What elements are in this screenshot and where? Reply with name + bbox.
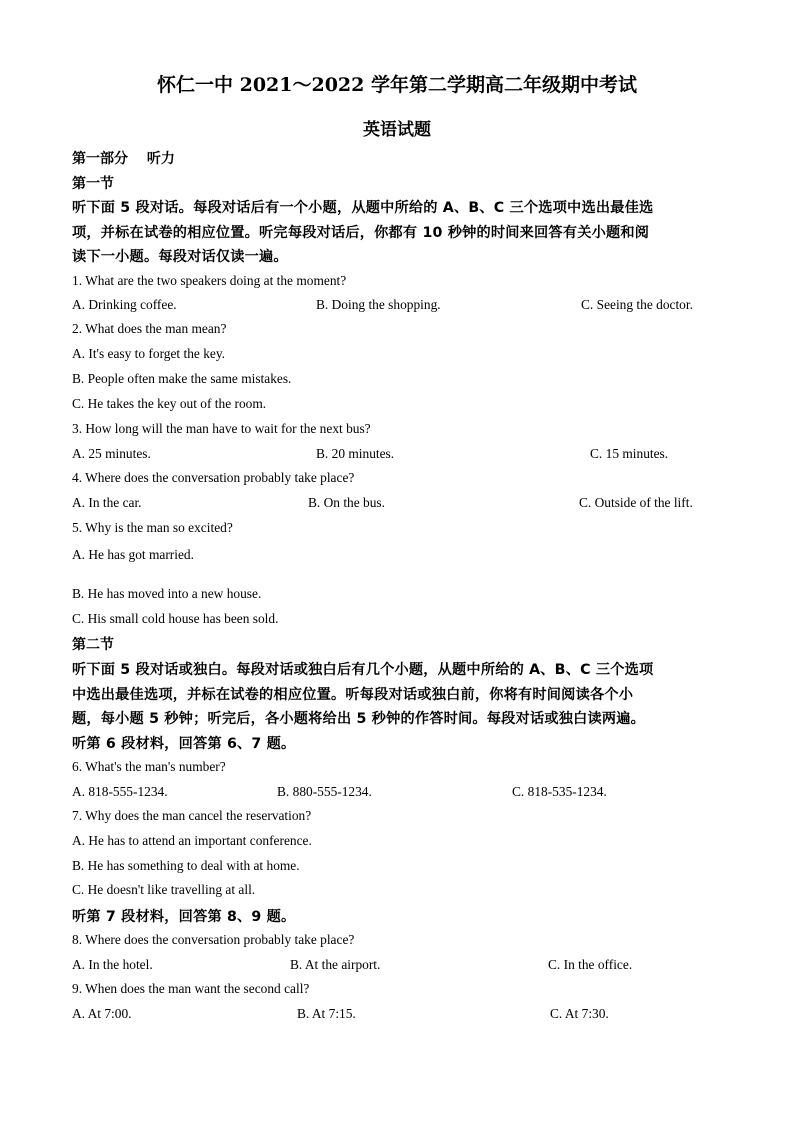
option-c: C. 15 minutes. xyxy=(590,446,669,461)
option-c: C. Outside of the lift. xyxy=(579,495,693,510)
option-c: C. He takes the key out of the room. xyxy=(72,396,267,411)
option-c: C. In the office. xyxy=(548,957,633,972)
option-c: C. He doesn't like travelling at all. xyxy=(72,882,256,897)
option-c: C. Seeing the doctor. xyxy=(581,297,693,312)
option-a: A. Drinking coffee. xyxy=(72,297,177,312)
option-c: C. At 7:30. xyxy=(550,1006,609,1021)
option-a: A. 25 minutes. xyxy=(72,446,151,461)
material-heading: 听第 6 段材料，回答第 6、7 题。 xyxy=(72,736,296,752)
option-b: B. He has moved into a new house. xyxy=(72,586,262,601)
option-b: B. At 7:15. xyxy=(297,1006,356,1021)
part-heading: 第一部分 听力 xyxy=(72,151,175,167)
section2-instruction-line: 听下面 5 段对话或独白。每段对话或独白后有几个小题，从题中所给的 A、B、C 三个选项 xyxy=(72,662,654,678)
section1-instruction-line: 项，并标在试卷的相应位置。听完每段对话后，你都有 10 秒钟的时间来回答有关小题和阅 xyxy=(72,225,650,241)
option-a: A. 818-555-1234. xyxy=(72,784,168,799)
option-a: A. In the car. xyxy=(72,495,142,510)
option-a: A. He has got married. xyxy=(72,547,194,562)
option-b: B. He has something to deal with at home. xyxy=(72,858,300,873)
question-stem: 9. When does the man want the second call? xyxy=(72,981,310,996)
section1-instruction-line: 读下一小题。每段对话仅读一遍。 xyxy=(72,249,288,265)
question-stem: 6. What's the man's number? xyxy=(72,759,226,774)
question-stem: 8. Where does the conversation probably take place? xyxy=(72,932,355,947)
question-stem: 5. Why is the man so excited? xyxy=(72,520,233,535)
option-a: A. It's easy to forget the key. xyxy=(72,346,226,361)
option-b: B. On the bus. xyxy=(308,495,385,510)
question-stem: 1. What are the two speakers doing at the moment? xyxy=(72,273,347,288)
option-c: C. His small cold house has been sold. xyxy=(72,611,279,626)
section1-instruction-line: 听下面 5 段对话。每段对话后有一个小题，从题中所给的 A、B、C 三个选项中选出最佳选 xyxy=(72,200,654,216)
section2-instruction-line: 中选出最佳选项，并标在试卷的相应位置。听每段对话或独白前，你将有时间阅读各个小 xyxy=(72,687,634,703)
option-b: B. 20 minutes. xyxy=(316,446,395,461)
section2-instruction-line: 题，每小题 5 秒钟；听完后，各小题将给出 5 秒钟的作答时间。每段对话或独白读两遍。 xyxy=(72,711,646,727)
exam-title: 怀仁一中 2021～2022 学年第二学期高二年级期中考试 xyxy=(157,74,637,96)
section2-heading: 第二节 xyxy=(72,637,114,653)
option-b: B. 880-555-1234. xyxy=(277,784,372,799)
option-b: B. At the airport. xyxy=(290,957,381,972)
option-b: B. People often make the same mistakes. xyxy=(72,371,292,386)
question-stem: 3. How long will the man have to wait for the next bus? xyxy=(72,421,371,436)
option-c: C. 818-535-1234. xyxy=(512,784,607,799)
option-b: B. Doing the shopping. xyxy=(316,297,441,312)
question-stem: 4. Where does the conversation probably take place? xyxy=(72,470,355,485)
question-stem: 7. Why does the man cancel the reservation? xyxy=(72,808,312,823)
option-a: A. In the hotel. xyxy=(72,957,153,972)
question-stem: 2. What does the man mean? xyxy=(72,321,227,336)
option-a: A. At 7:00. xyxy=(72,1006,132,1021)
exam-subtitle: 英语试题 xyxy=(363,120,431,140)
option-a: A. He has to attend an important conference. xyxy=(72,833,312,848)
material-heading: 听第 7 段材料，回答第 8、9 题。 xyxy=(72,909,296,925)
section1-heading: 第一节 xyxy=(72,176,114,192)
